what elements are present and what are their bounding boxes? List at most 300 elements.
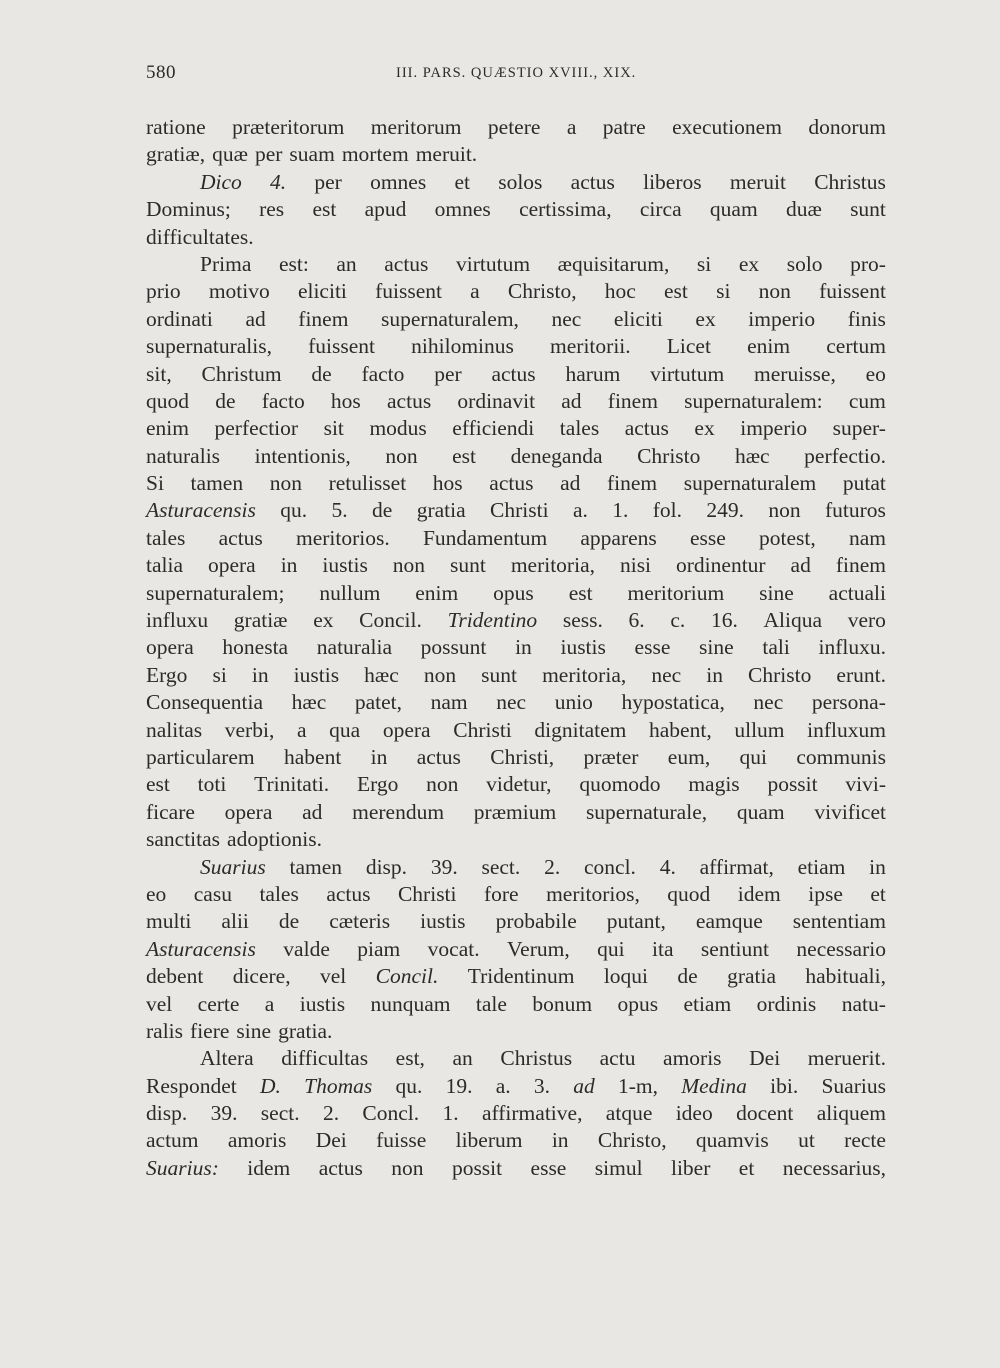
- word: putat: [842, 471, 886, 496]
- word: fuissent: [819, 279, 886, 304]
- word: necessarius,: [782, 1155, 886, 1180]
- word: per: [434, 361, 462, 386]
- page-header: [146, 62, 886, 86]
- running-head: III. PARS. QUÆSTIO XVIII., XIX.: [396, 65, 637, 81]
- word: liber: [670, 1155, 711, 1180]
- text-line: [146, 415, 886, 442]
- word: sine: [236, 1018, 272, 1043]
- word: gratia.: [278, 1018, 333, 1043]
- word: actum: [146, 1128, 199, 1153]
- text-line: [146, 1018, 886, 1045]
- word: supernaturale,: [585, 799, 708, 824]
- word: disp.: [365, 854, 408, 879]
- word: in: [370, 744, 388, 769]
- word: simul: [594, 1155, 643, 1180]
- word: tale: [475, 991, 507, 1016]
- word: nec: [496, 690, 527, 715]
- word: fol.: [652, 498, 682, 523]
- word: Altera: [200, 1046, 254, 1071]
- text-line: [146, 936, 886, 963]
- word: hos: [432, 471, 463, 496]
- word: est: [568, 580, 593, 605]
- word: est: [146, 772, 170, 797]
- text-line: [146, 470, 886, 497]
- word: patre: [602, 115, 646, 139]
- word: hæc: [364, 662, 399, 687]
- word: qua: [329, 717, 361, 742]
- word: bonum: [532, 991, 593, 1016]
- word: casu: [193, 881, 232, 906]
- word: 249.: [706, 498, 744, 523]
- word: eum,: [667, 744, 711, 769]
- text-line: [146, 497, 886, 524]
- word: nec: [551, 306, 582, 331]
- text-line: [146, 607, 886, 634]
- word: Trinitati.: [254, 772, 330, 797]
- word: fiere: [190, 1018, 230, 1043]
- word: actus: [624, 416, 669, 441]
- text-line: [146, 141, 886, 168]
- word: erunt.: [836, 662, 886, 687]
- text-line: [146, 333, 886, 360]
- word: actus: [491, 361, 536, 386]
- word: actus: [416, 744, 461, 769]
- word: patet,: [354, 690, 403, 715]
- word: sine: [759, 580, 794, 605]
- word: sententiam: [792, 909, 886, 934]
- word: adoptionis.: [227, 827, 323, 852]
- word: Verum,: [507, 936, 570, 961]
- word: meruit: [729, 169, 786, 194]
- word: omnes: [434, 197, 491, 222]
- word: opera: [207, 553, 256, 578]
- word: sunt: [481, 662, 517, 687]
- word: in: [551, 1128, 569, 1153]
- word: vero: [847, 608, 886, 633]
- text-line: [146, 525, 886, 552]
- word: finis: [847, 306, 886, 331]
- word: a.: [495, 1073, 511, 1098]
- word: ex: [695, 306, 716, 331]
- word: verbi,: [224, 717, 275, 742]
- text-line: [146, 717, 886, 744]
- word: dignitatem: [534, 717, 627, 742]
- text-line: [146, 826, 886, 853]
- word: Si: [146, 471, 164, 496]
- word: nam: [848, 525, 886, 550]
- word: omnes: [370, 169, 427, 194]
- word: Consequentia: [146, 690, 264, 715]
- word: meritorios,: [546, 881, 640, 906]
- word: difficultas: [281, 1046, 369, 1071]
- word: in: [251, 662, 269, 687]
- word: Christi,: [490, 744, 555, 769]
- word: necessario: [796, 936, 886, 961]
- word: enim: [415, 580, 459, 605]
- word: talia: [146, 553, 184, 578]
- word: quam: [709, 197, 758, 222]
- word: Christo: [748, 662, 812, 687]
- word: finem: [607, 388, 658, 413]
- word: Christi: [490, 498, 549, 523]
- word: 2.: [322, 1101, 340, 1126]
- word: Christi: [453, 717, 512, 742]
- word: si: [696, 251, 712, 276]
- text-line: [146, 552, 886, 579]
- word: sit: [323, 416, 344, 441]
- word: Respondet: [146, 1073, 237, 1098]
- word: tales: [259, 881, 299, 906]
- word: actus: [489, 471, 534, 496]
- word: Christo,: [507, 279, 577, 304]
- word: multi: [146, 909, 192, 934]
- word: Dico: [200, 169, 242, 194]
- word: Ergo: [146, 662, 188, 687]
- word: fuissent: [308, 334, 376, 359]
- word: ficare: [146, 799, 195, 824]
- word: a: [264, 991, 275, 1016]
- word: a: [296, 717, 307, 742]
- word: ideo: [675, 1101, 713, 1126]
- text-line: [146, 443, 886, 470]
- word: non: [423, 662, 457, 687]
- word: esse: [530, 1155, 567, 1180]
- word: eo: [865, 361, 886, 386]
- word: 4.: [270, 169, 287, 194]
- word: Fundamentum: [422, 525, 548, 550]
- text-line: [146, 854, 886, 881]
- text-line: [146, 114, 886, 141]
- word: influxum: [807, 717, 886, 742]
- text-line: [146, 881, 886, 908]
- word: non: [426, 772, 459, 797]
- word: nec: [651, 662, 682, 687]
- word: supernaturalem: [683, 471, 817, 496]
- word: etiam: [797, 854, 846, 879]
- word: actu: [599, 1046, 636, 1071]
- word: influxu: [146, 608, 209, 633]
- word: gratia: [727, 964, 777, 989]
- word: si: [212, 662, 227, 687]
- word: apud: [364, 197, 407, 222]
- word: meruerit.: [807, 1046, 886, 1071]
- word: difficultates.: [146, 224, 254, 249]
- word: iustis: [322, 553, 368, 578]
- word: liberos: [643, 169, 702, 194]
- word: sentiunt: [700, 936, 770, 961]
- word: 6.: [628, 608, 645, 633]
- word: in: [280, 553, 298, 578]
- word: si: [716, 279, 731, 304]
- word: 4.: [659, 854, 676, 879]
- word: nisi: [619, 553, 652, 578]
- word: disp.: [146, 1101, 188, 1126]
- text-line: [146, 251, 886, 278]
- word: ratione: [146, 115, 206, 139]
- text-line: [146, 278, 886, 305]
- word: per: [254, 142, 283, 167]
- word: vivi-: [845, 772, 886, 797]
- word: quomodo: [579, 772, 661, 797]
- word: Thomas: [304, 1073, 373, 1098]
- word: et: [870, 881, 886, 906]
- word: non: [758, 279, 791, 304]
- word: ad: [790, 553, 811, 578]
- word: videtur,: [486, 772, 552, 797]
- word: ullum: [734, 717, 785, 742]
- word: est: [312, 197, 337, 222]
- word: aliquem: [816, 1101, 886, 1126]
- word: D.: [260, 1073, 281, 1098]
- word: quod: [146, 388, 189, 413]
- word: ad: [561, 388, 582, 413]
- word: supernaturalis,: [146, 334, 272, 359]
- word: atque: [605, 1101, 653, 1126]
- word: tales: [559, 416, 600, 441]
- word: Tridentinum: [467, 964, 575, 989]
- word: ex: [694, 416, 715, 441]
- word: 5.: [331, 498, 348, 523]
- word: nam: [430, 690, 468, 715]
- word: debent: [146, 964, 204, 989]
- word: eliciti: [297, 279, 347, 304]
- word: Licet: [666, 334, 711, 359]
- word: per: [314, 169, 342, 194]
- word: loqui: [603, 964, 649, 989]
- word: circa: [639, 197, 682, 222]
- word: 39.: [210, 1101, 238, 1126]
- word: certum: [826, 334, 886, 359]
- word: honesta: [222, 635, 289, 660]
- word: meritorium: [627, 580, 725, 605]
- word: ipse: [808, 881, 843, 906]
- word: imperio: [748, 306, 816, 331]
- word: non: [391, 1155, 424, 1180]
- word: hos: [330, 388, 361, 413]
- word: an: [336, 251, 357, 276]
- word: fuisse: [376, 1128, 427, 1153]
- word: petere: [487, 115, 541, 139]
- word: possit: [451, 1155, 503, 1180]
- word: actus: [326, 881, 371, 906]
- word: 1.: [612, 498, 629, 523]
- word: particularem: [146, 744, 255, 769]
- word: persona-: [811, 690, 886, 715]
- word: meritoria,: [542, 662, 627, 687]
- word: sect.: [260, 1101, 300, 1126]
- word: præmium: [473, 799, 557, 824]
- word: de: [278, 909, 300, 934]
- word: cum: [848, 388, 886, 413]
- word: gratiæ,: [146, 142, 206, 167]
- word: de: [311, 361, 332, 386]
- word: opera: [224, 799, 273, 824]
- word: imperio: [740, 416, 808, 441]
- word: ex: [738, 251, 760, 276]
- word: efficiendi: [452, 416, 535, 441]
- word: eliciti: [613, 306, 663, 331]
- text-line: [146, 1100, 886, 1127]
- word: Medina: [681, 1073, 747, 1098]
- word: qui: [739, 744, 768, 769]
- word: vocat.: [427, 936, 480, 961]
- word: merendum: [352, 799, 445, 824]
- text-line: [146, 224, 886, 251]
- word: est: [664, 279, 688, 304]
- word: tales: [146, 525, 186, 550]
- word: ad: [573, 1073, 595, 1098]
- word: et: [738, 1155, 755, 1180]
- word: finem: [298, 306, 349, 331]
- word: Christi: [397, 881, 457, 906]
- word: solo: [786, 251, 823, 276]
- word: habituali,: [805, 964, 886, 989]
- word: vivificet: [814, 799, 886, 824]
- word: dicere,: [232, 964, 291, 989]
- word: 3.: [533, 1073, 550, 1098]
- word: affirmat,: [699, 854, 774, 879]
- word: actus: [318, 1155, 363, 1180]
- word: ordinis: [756, 991, 817, 1016]
- word: affirmative,: [481, 1101, 583, 1126]
- word: Prima: [200, 251, 252, 276]
- word: ad: [560, 471, 581, 496]
- word: etiam: [683, 991, 732, 1016]
- word: duæ: [785, 197, 822, 222]
- word: præter: [583, 744, 639, 769]
- word: hoc: [604, 279, 636, 304]
- text-line: [146, 1127, 886, 1154]
- word: ibi.: [770, 1073, 799, 1098]
- word: quæ: [212, 142, 248, 167]
- word: vel: [146, 991, 173, 1016]
- text-line: [146, 306, 886, 333]
- word: supernaturalem:: [684, 388, 823, 413]
- word: a: [470, 279, 480, 304]
- word: Christus: [500, 1046, 573, 1071]
- word: in: [515, 635, 532, 660]
- word: recte: [844, 1128, 886, 1153]
- text-line: [146, 991, 886, 1018]
- word: donorum: [808, 115, 886, 139]
- text-line: [146, 361, 886, 388]
- text-line: [146, 196, 886, 223]
- word: in: [869, 854, 886, 879]
- word: Concil.: [359, 608, 422, 633]
- word: sunt: [450, 553, 486, 578]
- word: idem: [247, 1155, 291, 1180]
- word: piam: [357, 936, 401, 961]
- text-line: [146, 771, 886, 798]
- word: nec: [753, 690, 784, 715]
- word: alii: [221, 909, 249, 934]
- text-line: [146, 744, 886, 771]
- word: c.: [670, 608, 686, 633]
- text-line: [146, 1045, 886, 1072]
- word: super-: [832, 416, 886, 441]
- word: magis: [688, 772, 740, 797]
- word: Dominus;: [146, 197, 231, 222]
- text-line: [146, 963, 886, 990]
- word: intentionis,: [254, 443, 351, 468]
- text-line: [146, 388, 886, 415]
- word: possunt: [420, 635, 487, 660]
- word: nullum: [319, 580, 381, 605]
- word: Dei: [315, 1128, 347, 1153]
- word: enim: [146, 416, 189, 441]
- word: solos: [498, 169, 543, 194]
- word: Suarius: [821, 1073, 886, 1098]
- word: iustis: [560, 635, 606, 660]
- word: actus: [218, 525, 263, 550]
- word: perfectior: [214, 416, 299, 441]
- word: et: [454, 169, 470, 194]
- word: est:: [278, 251, 309, 276]
- word: eamque: [695, 909, 763, 934]
- word: influxu.: [818, 635, 886, 660]
- word: enim: [747, 334, 791, 359]
- word: executionem: [672, 115, 782, 139]
- word: meritorum: [370, 115, 462, 139]
- word: amoris: [663, 1046, 722, 1071]
- word: virtutum: [456, 251, 531, 276]
- word: cæteris: [329, 909, 391, 934]
- word: futuros: [825, 498, 886, 523]
- word: facto: [261, 388, 305, 413]
- word: finem: [606, 471, 658, 496]
- word: non: [768, 498, 801, 523]
- word: vel: [319, 964, 347, 989]
- word: pro-: [850, 251, 886, 276]
- text-line: [146, 580, 886, 607]
- word: Concil.: [375, 964, 439, 989]
- word: qu.: [280, 498, 308, 523]
- word: iustis: [293, 662, 340, 687]
- word: certe: [197, 991, 240, 1016]
- word: meritoria,: [510, 553, 595, 578]
- word: potest,: [759, 525, 816, 550]
- word: Christo,: [597, 1128, 667, 1153]
- word: qui: [597, 936, 625, 961]
- word: 19.: [445, 1073, 473, 1098]
- word: tali: [762, 635, 790, 660]
- word: sess.: [562, 608, 603, 633]
- word: modus: [369, 416, 427, 441]
- word: habent,: [649, 717, 712, 742]
- word: valde: [283, 936, 330, 961]
- word: non: [385, 443, 418, 468]
- word: sine: [699, 635, 734, 660]
- word: naturalis: [146, 443, 221, 468]
- word: quamvis: [695, 1128, 769, 1153]
- word: fore: [483, 881, 519, 906]
- word: liberum: [455, 1128, 523, 1153]
- word: facto: [361, 361, 405, 386]
- word: nunquam: [370, 991, 451, 1016]
- word: an: [452, 1046, 473, 1071]
- word: nalitas: [146, 717, 203, 742]
- body-text: [146, 114, 886, 1182]
- word: opera: [146, 635, 194, 660]
- word: supernaturalem,: [381, 306, 519, 331]
- word: Asturacensis: [146, 498, 256, 523]
- word: est,: [395, 1046, 425, 1071]
- word: quod: [667, 881, 711, 906]
- word: meritorii.: [550, 334, 631, 359]
- word: docent: [736, 1101, 794, 1126]
- word: de: [215, 388, 236, 413]
- word: Concl.: [362, 1101, 420, 1126]
